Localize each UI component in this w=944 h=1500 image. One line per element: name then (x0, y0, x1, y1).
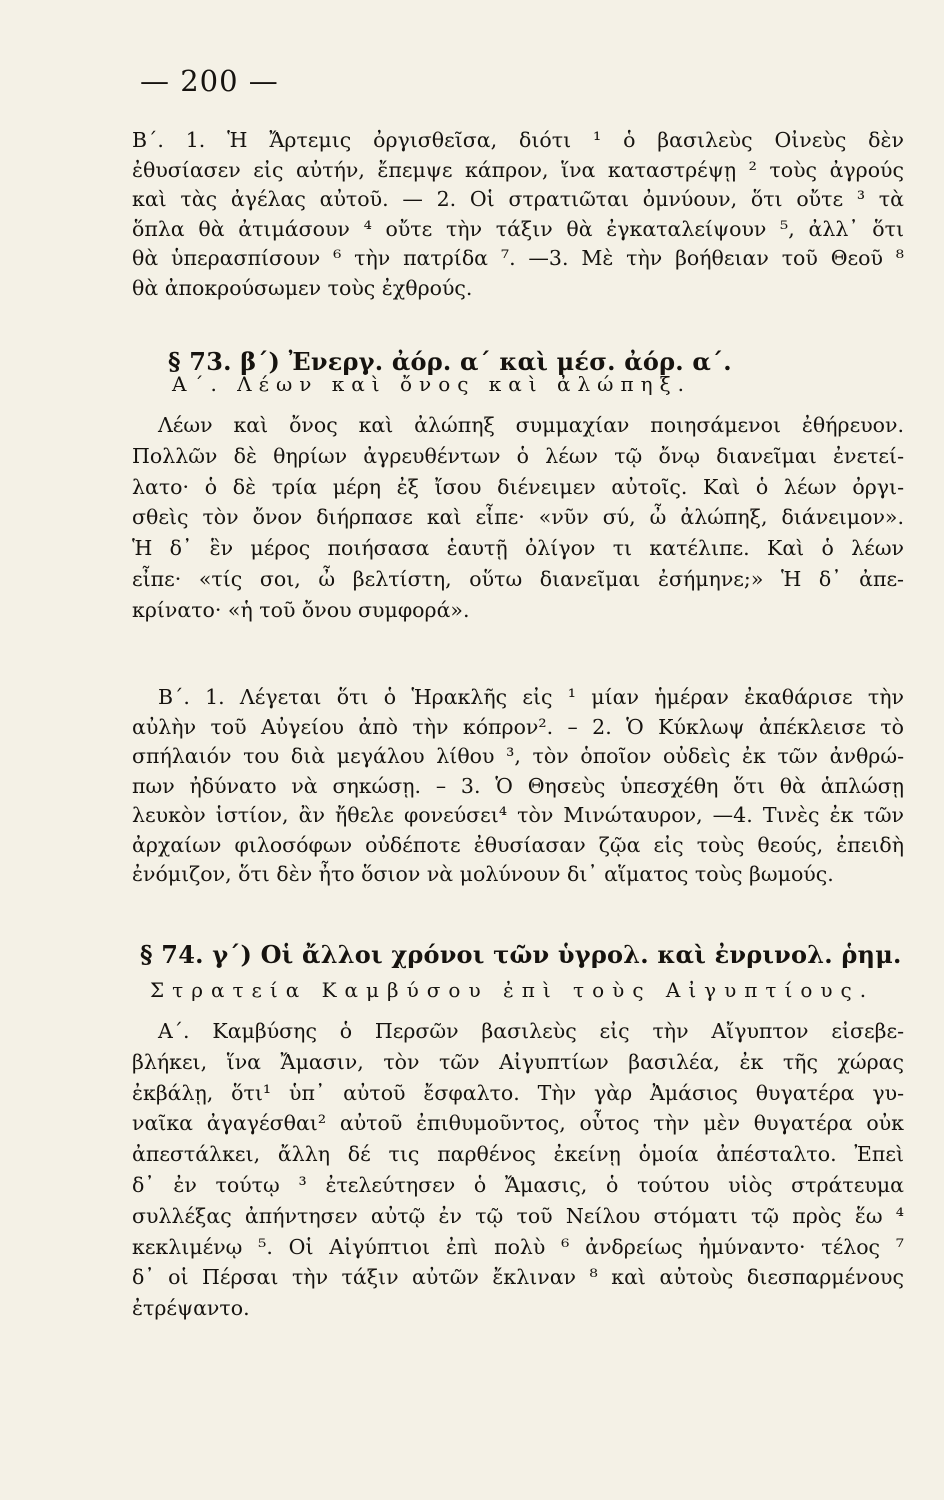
exercise-b-section-73 (132, 683, 904, 890)
text-line: ἐθυσίασεν εἰς αὐτήν, ἔπεμψε κάπρον, ἵνα καταστρέψῃ ² τοὺς ἀγρούς (132, 157, 904, 182)
text-line: εἶπε· «τίς σοι, ὦ βελτίστη, οὕτω διανεῖμαι ἐσήμηνε;» Ἡ δ᾽ ἀπε- (132, 566, 904, 591)
text-line: ἀρχαίων φιλοσόφων οὐδέποτε ἐθυσίασαν ζῷα εἰς τοὺς θεούς, ἐπειδὴ (132, 832, 904, 857)
text-line: δ᾽ ἐν τούτῳ ³ ἐτελεύτησεν ὁ Ἄμασις, ὁ τούτου υἱὸς στράτευμα (132, 1172, 904, 1197)
fable-title: Α΄. Λέων καὶ ὄνος καὶ ἀλώπηξ. (172, 372, 691, 396)
text-line: ὅπλα θὰ ἀτιμάσουν ⁴ οὔτε τὴν τάξιν θὰ ἐγκαταλείψουν ⁵, ἀλλ᾽ ὅτι (132, 216, 904, 241)
text-line: αὐλὴν τοῦ Αὐγείου ἀπὸ τὴν κόπρον². – 2. Ὁ Κύκλωψ ἀπέκλεισε τὸ (132, 714, 904, 739)
text-line: πων ἠδύνατο νὰ σηκώσῃ. – 3. Ὁ Θησεὺς ὑπεσχέθη ὅτι θὰ ἁπλώσῃ (132, 773, 904, 798)
exercise-b-section-72 (132, 126, 904, 303)
text-line: Ἡ δ᾽ ἓν μέρος ποιήσασα ἑαυτῇ ὀλίγον τι κατέλιπε. Καὶ ὁ λέων (132, 536, 904, 561)
section-73-heading: § 73. β΄) Ἐνεργ. ἀόρ. α΄ καὶ μέσ. ἀόρ. α΄. (168, 347, 732, 376)
text-line: κεκλιμένῳ ⁵. Οἱ Αἰγύπτιοι ἐπὶ πολὺ ⁶ ἀνδρείως ἠμύναντο· τέλος ⁷ (132, 1234, 904, 1259)
campaign-title: Στρατεία Καμβύσου ἐπὶ τοὺς Αἰγυπτίους. (150, 978, 875, 1002)
text-line: σπήλαιόν του διὰ μεγάλου λίθου ³, τὸν ὁποῖον οὐδεὶς ἐκ τῶν ἀνθρώ- (132, 744, 904, 768)
text-line: καὶ τὰς ἀγέλας αὐτοῦ. — 2. Οἱ στρατιῶται ὀμνύουν, ὅτι οὔτε ³ τὰ (132, 187, 904, 211)
text-line: λατο· ὁ δὲ τρία μέρη ἐξ ἴσου διένειμεν αὐτοῖς. Καὶ ὁ λέων ὀργι- (132, 474, 904, 499)
page-number: — 200 — (140, 64, 279, 98)
campaign-text (132, 1016, 904, 1324)
text-line: Α΄. Καμβύσης ὁ Περσῶν βασιλεὺς εἰς τὴν Αἴγυπτον εἰσεβε- (158, 1019, 904, 1043)
text-line: ἀπεστάλκει, ἄλλη δέ τις παρθένος ἐκείνῃ ὁμοία ἀπέσταλτο. Ἐπεὶ (132, 1142, 904, 1167)
text-line: σθεὶς τὸν ὄνον διήρπασε καὶ εἶπε· «νῦν σύ, ὦ ἀλώπηξ, διάνειμον». (132, 505, 904, 530)
text-line: Λέων καὶ ὄνος καὶ ἀλώπηξ συμμαχίαν ποιησάμενοι ἐθήρευον. (158, 413, 904, 437)
text-line: βλήκει, ἵνα Ἄμασιν, τὸν τῶν Αἰγυπτίων βασιλέα, ἐκ τῆς χώρας (132, 1049, 904, 1074)
text-line: ναῖκα ἀγαγέσθαι² αὐτοῦ ἐπιθυμοῦντος, οὗτος τὴν μὲν θυγατέρα οὐκ (132, 1111, 904, 1136)
text-line: Πολλῶν δὲ θηρίων ἀγρευθέντων ὁ λέων τῷ ὄνῳ διανεῖμαι ἐνετεί- (132, 443, 904, 468)
text-line: συλλέξας ἀπήντησεν αὐτῷ ἐν τῷ τοῦ Νείλου στόματι τῷ πρὸς ἕω ⁴ (132, 1203, 904, 1228)
text-line: ἐκβάλῃ, ὅτι¹ ὑπ᾽ αὐτοῦ ἔσφαλτο. Τὴν γὰρ Ἀμάσιος θυγατέρα γυ- (132, 1080, 904, 1105)
fable-text (132, 410, 904, 626)
text-line: δ᾽ οἱ Πέρσαι τὴν τάξιν αὐτῶν ἔκλιναν ⁸ καὶ αὐτοὺς διεσπαρμένους (132, 1265, 904, 1290)
section-74-heading: § 74. γ΄) Οἱ ἄλλοι χρόνοι τῶν ὑγρολ. καὶ ἐνρινολ. ῥημ. (140, 940, 902, 969)
text-line: κρίνατο· «ἡ τοῦ ὄνου συμφορά». (132, 597, 470, 622)
text-line: Β΄. 1. Ἡ Ἄρτεμις ὀργισθεῖσα, διότι ¹ ὁ βασιλεὺς Οἰνεὺς δὲν (132, 128, 904, 152)
text-line: θὰ ἀποκρούσωμεν τοὺς ἐχθρούς. (132, 275, 473, 300)
text-line: λευκὸν ἱστίον, ἂν ἤθελε φονεύσει⁴ τὸν Μινώταυρον, —4. Τινὲς ἐκ τῶν (132, 803, 904, 827)
text-line: ἐνόμιζον, ὅτι δὲν ἦτο ὅσιον νὰ μολύνουν δι᾽ αἵματος τοὺς βωμούς. (132, 862, 834, 886)
text-line: Β΄. 1. Λέγεται ὅτι ὁ Ἡρακλῆς εἰς ¹ μίαν ἡμέραν ἐκαθάρισε τὴν (158, 685, 904, 709)
text-line: ἐτρέψαντο. (132, 1296, 250, 1321)
text-line: θὰ ὑπερασπίσουν ⁶ τὴν πατρίδα ⁷. —3. Μὲ τὴν βοήθειαν τοῦ Θεοῦ ⁸ (132, 246, 904, 270)
